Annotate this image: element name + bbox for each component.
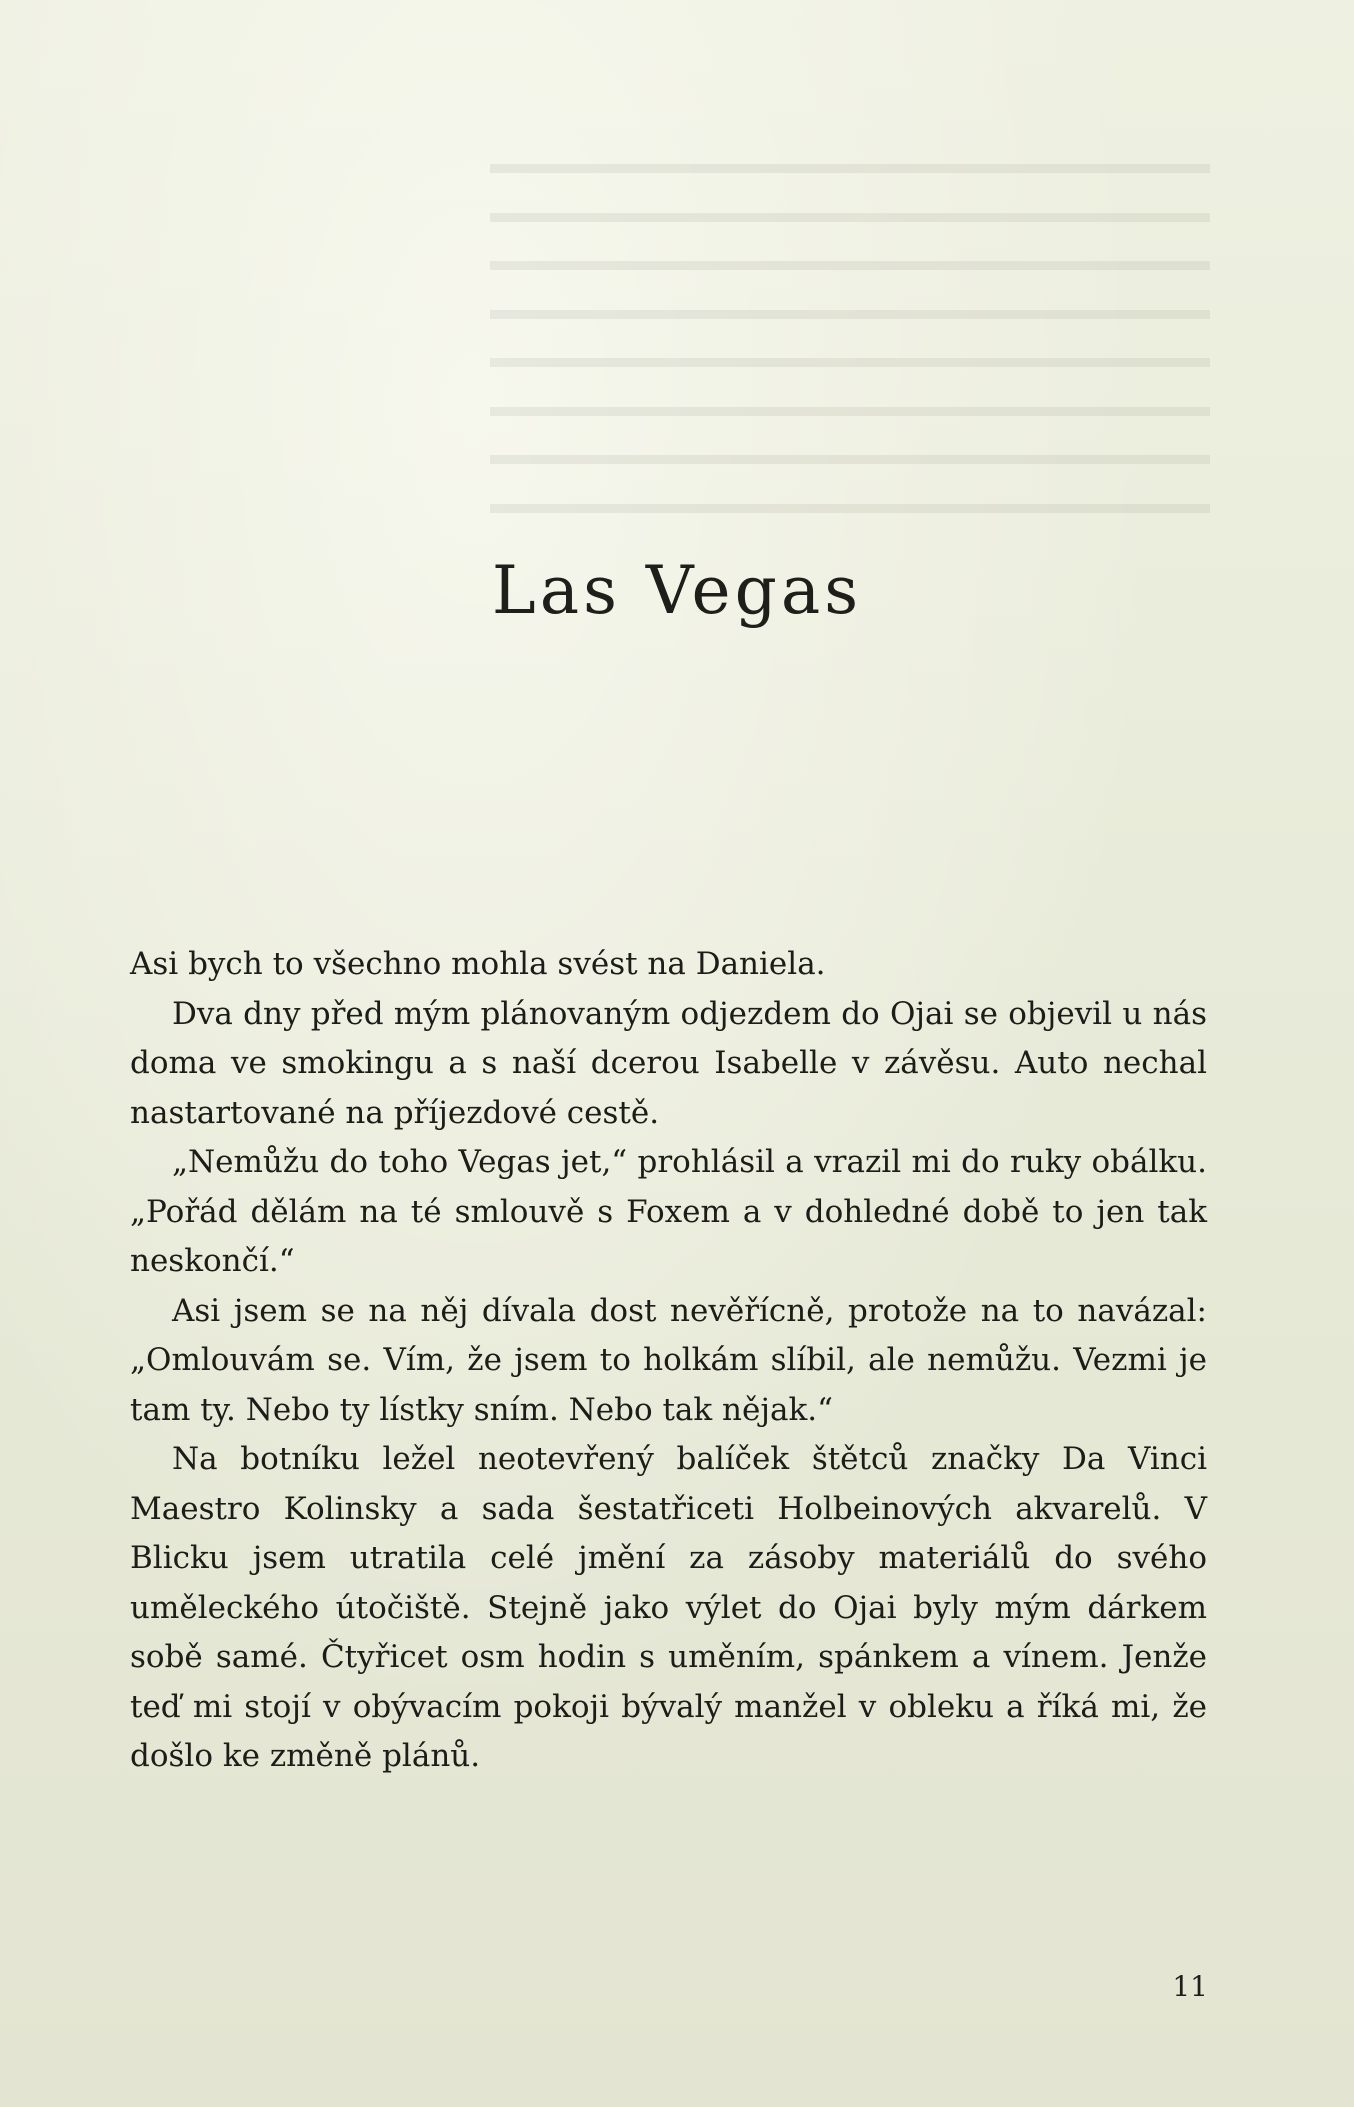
- bleed-through-texture: ​▬▬▬▬▬▬▬▬▬▬▬▬▬▬▬▬▬▬▬▬▬▬▬▬ ▬▬▬▬▬▬▬▬▬▬▬▬▬▬▬▬▬▬▬▬▬▬▬▬ ▬▬▬▬▬▬▬▬▬▬▬▬▬▬▬▬▬▬▬▬▬▬▬▬ ▬▬▬▬▬▬▬▬▬▬▬▬▬▬▬▬▬▬▬▬▬▬▬▬ ▬▬▬▬▬▬▬▬▬▬▬▬▬▬▬▬▬▬▬▬▬▬▬▬ ▬▬▬▬▬▬▬▬▬▬▬▬▬▬▬▬▬▬▬▬▬▬▬▬ ▬▬▬▬▬▬▬▬▬▬▬▬▬▬▬▬▬▬▬▬▬▬▬▬ ▬▬▬▬▬▬▬▬▬▬▬▬▬▬▬▬▬▬▬▬▬▬▬▬: [490, 147, 1210, 520]
- page-number: 11: [1172, 1970, 1208, 2003]
- paragraph-2: Dva dny před mým plánovaným odjezdem do Ojai se objevil u nás doma ve smokingu a s naší dcerou Isabelle v závěsu. Auto nechal nastartované na příjezdové cestě.: [130, 995, 1207, 1131]
- paragraph-1: Asi bych to všechno mohla svést na Daniela.: [130, 946, 826, 982]
- paragraph-4: Asi jsem se na něj dívala dost nevěřícně, protože na to navázal: „Omlouvám se. Vím, že jsem to holkám slíbil, ale nemůžu. Vezmi je tam ty. Nebo ty lístky sním. Nebo tak nějak.“: [130, 1292, 1207, 1428]
- chapter-title: Las Vegas: [491, 552, 863, 629]
- paragraph-5: Na botníku ležel neotevřený balíček štětců značky Da Vinci Maestro Kolinsky a sada šestatřiceti Holbeinových akvarelů. V Blicku jsem utratila celé jmění za zásoby materiálů do svého uměleckého útočiště. Stejně jako výlet do Ojai byly mým dárkem sobě samé. Čtyřicet osm hodin s uměním, spánkem a vínem. Jenže teď mi stojí v obývacím pokoji bývalý manžel v obleku a říká mi, že došlo ke změně plánů.: [130, 1441, 1207, 1774]
- chapter-body: [130, 940, 1207, 1782]
- paragraph-3: „Nemůžu do toho Vegas jet,“ prohlásil a vrazil mi do ruky obálku. „Pořád dělám na té smlouvě s Foxem a v dohledné době to jen tak neskončí.“: [130, 1144, 1207, 1279]
